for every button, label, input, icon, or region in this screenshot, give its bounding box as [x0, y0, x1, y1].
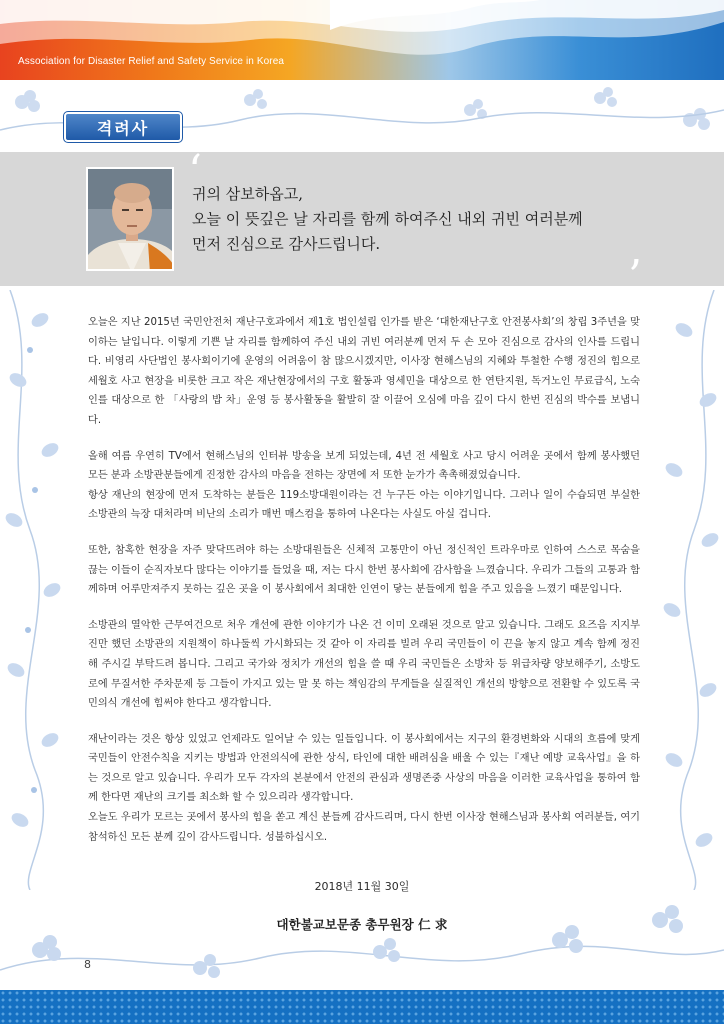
quote-line: 귀의 삼보하옵고, [192, 185, 303, 203]
page-number: 8 [84, 958, 91, 971]
footer-band [0, 990, 724, 1024]
body-paragraph: 재난이라는 것은 항상 있었고 언제라도 일어날 수 있는 일들입니다. 이 봉사회에서는 지구의 환경변화와 시대의 흐름에 맞게 국민들이 안전수칙을 지키는 방법과 안전의식에 관한 상식, 타인에 대한 배려심을 배울 수 있는『재난 예방 교육사업』을 하는 것으로 알고 있습니다. 우리가 모두 각자의 본분에서 안전의 관심과 생명존중 사상의 마음을 이러한 교육사업을 통하여 함께 한다면 재난의 크기를 최소화 할 수 있으리라 생각합니다. [88, 733, 640, 804]
quote-line: 오늘 이 뜻깊은 날 자리를 함께 하여주신 내외 귀빈 여러분께 [192, 210, 583, 228]
portrait-photo [86, 167, 174, 271]
section-title: 격려사 [96, 118, 150, 138]
body-text [88, 313, 640, 847]
body-paragraph: 항상 재난의 현장에 먼저 도착하는 분들은 119소방대원이라는 건 누구든 아는 이야기입니다. 그러나 일이 수습되면 부실한 소방관의 늑장 대처라며 비난의 소리가 매번 매스컴을 통하여 나온다는 사실도 아실 겁니다. [88, 489, 640, 521]
body-paragraph: 올해 여름 우연히 TV에서 현해스님의 인터뷰 방송을 보게 되었는데, 4년 전 세월호 사고 당시 어려운 곳에서 함께 봉사했던 모든 분과 소방관분들에게 진정한 감사의 마음을 전하는 장면에 저 또한 눈가가 촉촉해졌었습니다. [88, 450, 640, 482]
letter-date: 2018년 11월 30일 [314, 880, 410, 893]
section-title-badge [64, 112, 182, 142]
body-paragraph: 오늘도 우리가 모르는 곳에서 봉사의 힘을 쏟고 계신 분들께 감사드리며, 다시 한번 이사장 현해스님과 봉사회 여러분들, 여기 참석하신 모든 분께 깊이 감사드립니다. 성불하십시오. [88, 812, 640, 843]
open-quote-mark: ‘ [188, 146, 202, 197]
close-quote-mark: ’ [628, 251, 642, 302]
quote-text [192, 182, 652, 257]
signature: 대한불교보문종 총무원장 仁 求 [276, 917, 448, 932]
quote-line: 먼저 진심으로 감사드립니다. [192, 235, 381, 253]
header-band [0, 0, 724, 80]
header-wave-decoration [0, 0, 724, 80]
flower-decoration-left [0, 290, 80, 890]
body-paragraph: 소방관의 열악한 근무여건으로 처우 개선에 관한 이야기가 나온 건 이미 오래된 것으로 알고 있습니다. 그래도 요즈음 지지부진만 했던 소방관의 지원책이 하나둘씩 가시화되는 것 같아 이 자리를 빌려 우리 국민들이 이 끈을 놓지 않고 계속 함께 정진해 주시길 부탁드려 봅니다. 그리고 국가와 정치가 개선의 힘을 쓸 때 우리 국민들은 소방차 등 위급차량 양보해주기, 소방도로에 무질서한 주차문제 등 그들이 가지고 있는 말 못 하는 책임감의 무게들을 실질적인 개선의 방향으로 전환할 수 있도록 국민의식 개선에 힘써야 한다고 생각합니다. [88, 619, 640, 710]
body-paragraph: 오늘은 지난 2015년 국민안전처 재난구호과에서 제1호 법인설립 인가를 받은 ‘대한재난구호 안전봉사회’의 창립 3주년을 맞이하는 날입니다. 이렇게 기쁜 날 자리를 함께하여 주신 내외 귀빈 여러분께 먼저 두 손 모아 진심으로 감사의 인사를 드립니다. 비영리 사단법인 봉사회이기에 운영의 어려움이 참 많으시겠지만, 이사장 현해스님의 지혜와 투철한 수행 정진의 힘으로 세월호 사고 현장을 비롯한 크고 작은 재난현장에서의 구호 활동과 영세민을 대상으로 한 연탄지원, 독거노인 무료급식, 노숙인를 대상으로 한 「사랑의 밥 차」운영 등 봉사활동을 활발히 잘 이끌어 오심에 마음 깊이 다시 한번 진심의 박수를 보냅니다. [88, 317, 640, 426]
org-name: Association for Disaster Relief and Safety Service in Korea [18, 56, 285, 67]
flower-decoration-bottom [0, 880, 724, 990]
portrait-illustration [88, 169, 174, 271]
flower-decoration-right [644, 290, 724, 890]
body-paragraph: 또한, 참혹한 현장을 자주 맞닥뜨려야 하는 소방대원들은 신체적 고통만이 아닌 정신적인 트라우마로 인하여 스스로 목숨을 끊는 이들이 순직자보다 많다는 이야기를 들었을 때, 저는 다시 한번 봉사회에 감사함을 느꼈습니다. 우리가 그들의 고통과 함께하며 어루만져주지 못하는 깊은 곳을 이 봉사회에서 최대한 인연이 닿는 분들에게 힘을 주고 있음을 느꼈기 때문입니다. [88, 544, 640, 596]
